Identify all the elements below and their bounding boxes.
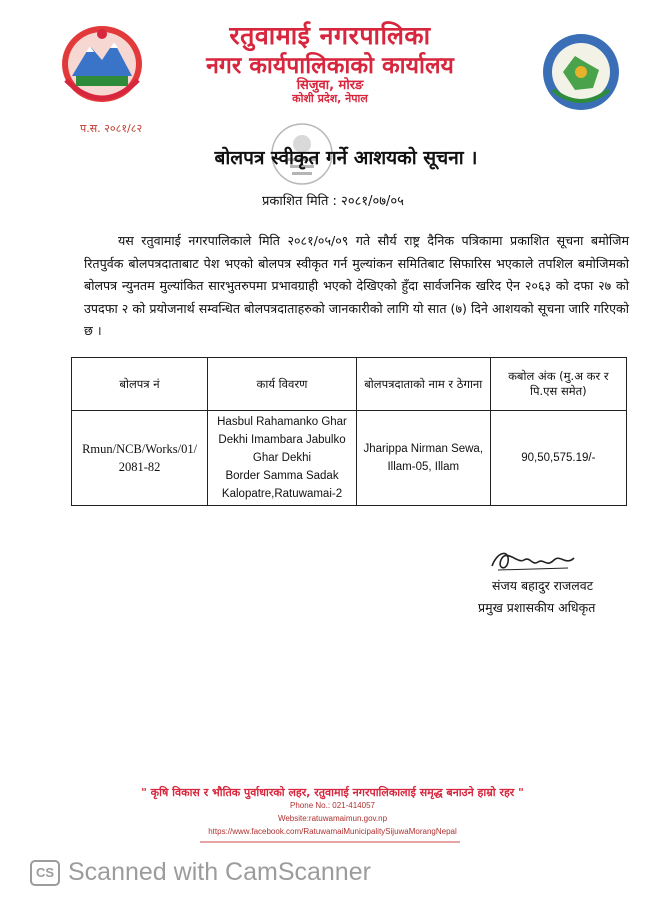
work-line: Hasbul Rahamanko Ghar (217, 416, 347, 428)
bidder-line: Illam-05, Illam (387, 461, 460, 473)
office-province: कोशी प्रदेश, नेपाल (292, 92, 368, 105)
camscanner-logo-icon: CS (30, 860, 60, 886)
signature-scribble (488, 546, 580, 576)
office-location: सिजुवा, मोरङ (296, 78, 364, 93)
col-header-bid-no: बोलपत्र नं (72, 358, 208, 411)
footer-phone: Phone No.: 021-414057 (290, 801, 375, 810)
signatory-designation: प्रमुख प्रशासकीय अधिकृत (478, 600, 596, 615)
cell-bidder (356, 411, 490, 506)
notice-body (84, 230, 629, 343)
notice-body-text: यस रतुवामाई नगरपालिकाले मिति २०८१/०५/०९ गते सौर्य राष्ट्र दैनिक पत्रिकामा प्रकाशित सूचना बमोजिम रितपुर्वक बोलपत्रदाताबाट पेश भएको बोलपत्र स्वीकृत गर्न मुल्यांकन समितिबाट सिफारिस भएकाले तपशिल बमोजिमको बोलपत्र न्युनतम मुल्यांकित सारभुतरुपमा प्रभावग्राही भएको देखिएको हुँदा सार्वजनिक खरिद ऐन २०६३ को दफा २७ को उपदफा २ को प्रयोजनार्थ सम्वन्धित बोलपत्रदाताहरुको जानकारीको लागि यो सात (७) दिने आशयको सूचना जारि गरिएको छ । (84, 233, 629, 338)
footer-website[interactable]: Website:ratuwamaimun.gov.np (277, 814, 388, 823)
notice-title: बोलपत्र स्वीकृत गर्ने आशयको सूचना । (214, 147, 478, 169)
footer-slogan: " कृषि विकास र भौतिक पुर्वाधारको लहर, रतुवामाई नगरपालिकालाई समृद्ध बनाउने हाम्रो रहर " (141, 786, 524, 799)
work-line: Border Samma Sadak (225, 470, 339, 482)
work-line: Kalopatre,Ratuwamai-2 (221, 488, 343, 500)
cell-work-description (208, 411, 357, 506)
footer-cut-text-line (200, 840, 460, 845)
work-line: Ghar Dekhi (252, 452, 312, 464)
nepal-emblem-logo (58, 20, 146, 106)
reference-number: प.स. २०८१/८२ (80, 122, 143, 135)
footer-facebook-link[interactable]: https://www.facebook.com/RatuwamaiMunicipalitySijuwaMorangNepal (208, 827, 457, 836)
signatory-name: संजय बहादुर राजलवट (492, 578, 594, 593)
table-header-row (72, 358, 627, 411)
cell-amount: 90,50,575.19/- (490, 411, 626, 506)
cell-bid-no: Rmun/NCB/Works/01/ 2081-82 (72, 411, 208, 506)
office-name: नगर कार्यपालिकाको कार्यालय (206, 53, 454, 79)
camscanner-watermark: Scanned with CamScanner (68, 858, 371, 886)
col-header-amount: कबोल अंक (मु.अ कर र पि.एस समेत) (490, 358, 626, 411)
bid-table (71, 357, 627, 506)
work-line: Dekhi Imambara Jabulko (218, 434, 346, 446)
col-header-bidder: बोलपत्रदाताको नाम र ठेगाना (356, 358, 490, 411)
published-date: प्रकाशित मिति : २०८१/०७/०५ (262, 194, 404, 209)
table-row (72, 411, 627, 506)
col-header-work-description: कार्य विवरण (208, 358, 357, 411)
bidder-line: Jharippa Nirman Sewa, (363, 443, 484, 455)
municipality-seal-logo (541, 32, 621, 112)
municipality-name: रतुवामाई नगरपालिका (229, 21, 431, 50)
